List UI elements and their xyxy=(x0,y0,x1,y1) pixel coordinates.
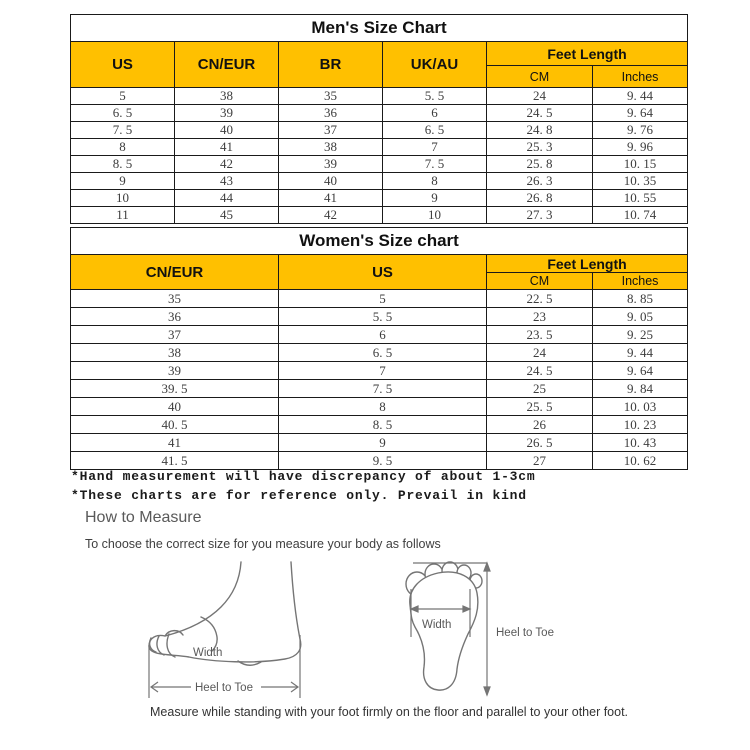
arrowhead-down xyxy=(484,687,490,695)
table-cell: 9. 76 xyxy=(593,122,688,139)
foot-side-view-illustration xyxy=(143,557,311,703)
foot-side-view-diagram xyxy=(143,557,311,708)
table-row xyxy=(71,42,688,66)
how-to-measure-subheading: To choose the correct size for you measure your body as follows xyxy=(85,537,441,551)
table-cell: 23 xyxy=(487,308,593,326)
table-cell: 25. 5 xyxy=(487,398,593,416)
column-header-cn-eur: CN/EUR xyxy=(71,255,279,290)
table-row xyxy=(71,207,688,224)
table-cell: 9. 5 xyxy=(279,452,487,470)
table-cell: 40. 5 xyxy=(71,416,279,434)
table-cell: 10. 43 xyxy=(593,434,688,452)
table-row xyxy=(71,105,688,122)
table-cell: 43 xyxy=(175,173,279,190)
column-header-feet-length: Feet Length xyxy=(487,42,688,66)
note-line: *Hand measurement will have discrepancy of about 1-3cm xyxy=(71,469,536,484)
table-cell: 6. 5 xyxy=(383,122,487,139)
table-cell: 6. 5 xyxy=(279,344,487,362)
table-cell: 38 xyxy=(279,139,383,156)
table-cell: 25 xyxy=(487,380,593,398)
table-row xyxy=(71,190,688,207)
how-to-measure-heading: How to Measure xyxy=(85,509,202,526)
table-cell: 39 xyxy=(175,105,279,122)
table-cell: 40 xyxy=(175,122,279,139)
table-cell: 11 xyxy=(71,207,175,224)
table-row xyxy=(71,416,688,434)
table-row xyxy=(71,380,688,398)
table-cell: 38 xyxy=(175,88,279,105)
table-cell: 26. 3 xyxy=(487,173,593,190)
table-cell: 5 xyxy=(279,290,487,308)
table-cell: 35 xyxy=(279,88,383,105)
table-cell: 8. 5 xyxy=(71,156,175,173)
table-cell: 7. 5 xyxy=(279,380,487,398)
arrowhead-up xyxy=(484,563,490,571)
table-row xyxy=(71,156,688,173)
table-row xyxy=(71,173,688,190)
column-header-inches: Inches xyxy=(593,273,688,290)
column-header-us: US xyxy=(279,255,487,290)
table-row xyxy=(71,88,688,105)
table-cell: 24. 5 xyxy=(487,105,593,122)
table-row xyxy=(71,290,688,308)
table-row xyxy=(71,228,688,255)
column-header-feet-length: Feet Length xyxy=(487,255,688,273)
foot-outline xyxy=(149,562,301,662)
table-row xyxy=(71,15,688,42)
table-cell: 41 xyxy=(175,139,279,156)
table-cell: 23. 5 xyxy=(487,326,593,344)
mens-size-chart-table xyxy=(70,14,688,224)
table-cell: 9. 96 xyxy=(593,139,688,156)
table-cell: 44 xyxy=(175,190,279,207)
table-cell: 8 xyxy=(383,173,487,190)
table-cell: 38 xyxy=(71,344,279,362)
table-cell: 6 xyxy=(279,326,487,344)
table-cell: 8. 5 xyxy=(279,416,487,434)
table-cell: 9 xyxy=(279,434,487,452)
measurement-notes xyxy=(71,467,535,505)
table-row xyxy=(71,139,688,156)
column-header-cm: CM xyxy=(487,273,593,290)
table-cell: 9 xyxy=(383,190,487,207)
top-width-label: Width xyxy=(422,619,452,631)
table-cell: 7 xyxy=(383,139,487,156)
table-cell: 36 xyxy=(71,308,279,326)
table-row xyxy=(71,326,688,344)
table-cell: 39 xyxy=(71,362,279,380)
table-cell: 26 xyxy=(487,416,593,434)
table-cell: 39. 5 xyxy=(71,380,279,398)
foot-top-view-diagram xyxy=(400,557,572,708)
table-row xyxy=(71,122,688,139)
column-header-us: US xyxy=(71,42,175,88)
table-cell: 39 xyxy=(279,156,383,173)
table-cell: 24 xyxy=(487,344,593,362)
table-cell: 9. 25 xyxy=(593,326,688,344)
table-cell: 35 xyxy=(71,290,279,308)
column-header-inches: Inches xyxy=(593,66,688,88)
table-cell: 10. 35 xyxy=(593,173,688,190)
table-cell: 41 xyxy=(71,434,279,452)
table-cell: 26. 8 xyxy=(487,190,593,207)
table-cell: 9. 64 xyxy=(593,105,688,122)
table-cell: 27. 3 xyxy=(487,207,593,224)
table-cell: 42 xyxy=(175,156,279,173)
table-cell: 25. 8 xyxy=(487,156,593,173)
mens-table-body xyxy=(71,88,688,224)
table-row xyxy=(71,434,688,452)
womens-size-chart-table xyxy=(70,227,688,470)
table-cell: 10. 15 xyxy=(593,156,688,173)
table-cell: 5. 5 xyxy=(383,88,487,105)
womens-table-body xyxy=(71,290,688,470)
table-cell: 10. 62 xyxy=(593,452,688,470)
table-cell: 5. 5 xyxy=(279,308,487,326)
column-header-uk-au: UK/AU xyxy=(383,42,487,88)
table-cell: 8 xyxy=(71,139,175,156)
table-cell: 10. 23 xyxy=(593,416,688,434)
column-header-cn-eur: CN/EUR xyxy=(175,42,279,88)
table-cell: 26. 5 xyxy=(487,434,593,452)
table-cell: 6 xyxy=(383,105,487,122)
mens-chart-title: Men's Size Chart xyxy=(71,15,688,42)
table-cell: 9. 05 xyxy=(593,308,688,326)
table-cell: 40 xyxy=(71,398,279,416)
table-row xyxy=(71,308,688,326)
table-row xyxy=(71,255,688,273)
column-header-br: BR xyxy=(279,42,383,88)
foot-top-view-illustration xyxy=(400,557,572,703)
table-cell: 37 xyxy=(279,122,383,139)
table-cell: 45 xyxy=(175,207,279,224)
table-cell: 36 xyxy=(279,105,383,122)
table-cell: 40 xyxy=(279,173,383,190)
table-cell: 7. 5 xyxy=(383,156,487,173)
table-cell: 10. 03 xyxy=(593,398,688,416)
table-cell: 24 xyxy=(487,88,593,105)
sole-outline xyxy=(410,572,478,690)
table-cell: 6. 5 xyxy=(71,105,175,122)
table-cell: 5 xyxy=(71,88,175,105)
table-cell: 10. 74 xyxy=(593,207,688,224)
table-cell: 42 xyxy=(279,207,383,224)
table-cell: 27 xyxy=(487,452,593,470)
table-cell: 8. 85 xyxy=(593,290,688,308)
table-cell: 9. 84 xyxy=(593,380,688,398)
table-row xyxy=(71,362,688,380)
table-cell: 25. 3 xyxy=(487,139,593,156)
measure-instruction-caption: Measure while standing with your foot firmly on the floor and parallel to your other foot. xyxy=(150,705,629,719)
top-heel-to-toe-label: Heel to Toe xyxy=(496,627,554,639)
table-cell: 10 xyxy=(71,190,175,207)
table-cell: 10. 55 xyxy=(593,190,688,207)
table-cell: 9. 44 xyxy=(593,88,688,105)
table-cell: 24. 8 xyxy=(487,122,593,139)
table-cell: 22. 5 xyxy=(487,290,593,308)
table-cell: 9 xyxy=(71,173,175,190)
table-cell: 41. 5 xyxy=(71,452,279,470)
table-cell: 24. 5 xyxy=(487,362,593,380)
womens-chart-title: Women's Size chart xyxy=(71,228,688,255)
table-cell: 9. 64 xyxy=(593,362,688,380)
side-heel-to-toe-label: Heel to Toe xyxy=(195,682,253,694)
table-cell: 37 xyxy=(71,326,279,344)
table-row xyxy=(71,344,688,362)
table-cell: 8 xyxy=(279,398,487,416)
table-cell: 7. 5 xyxy=(71,122,175,139)
table-cell: 41 xyxy=(279,190,383,207)
table-cell: 10 xyxy=(383,207,487,224)
table-row xyxy=(71,398,688,416)
table-cell: 7 xyxy=(279,362,487,380)
column-header-cm: CM xyxy=(487,66,593,88)
side-width-label: Width xyxy=(193,647,223,659)
table-cell: 9. 44 xyxy=(593,344,688,362)
note-line: *These charts are for reference only. Prevail in kind xyxy=(71,488,527,503)
